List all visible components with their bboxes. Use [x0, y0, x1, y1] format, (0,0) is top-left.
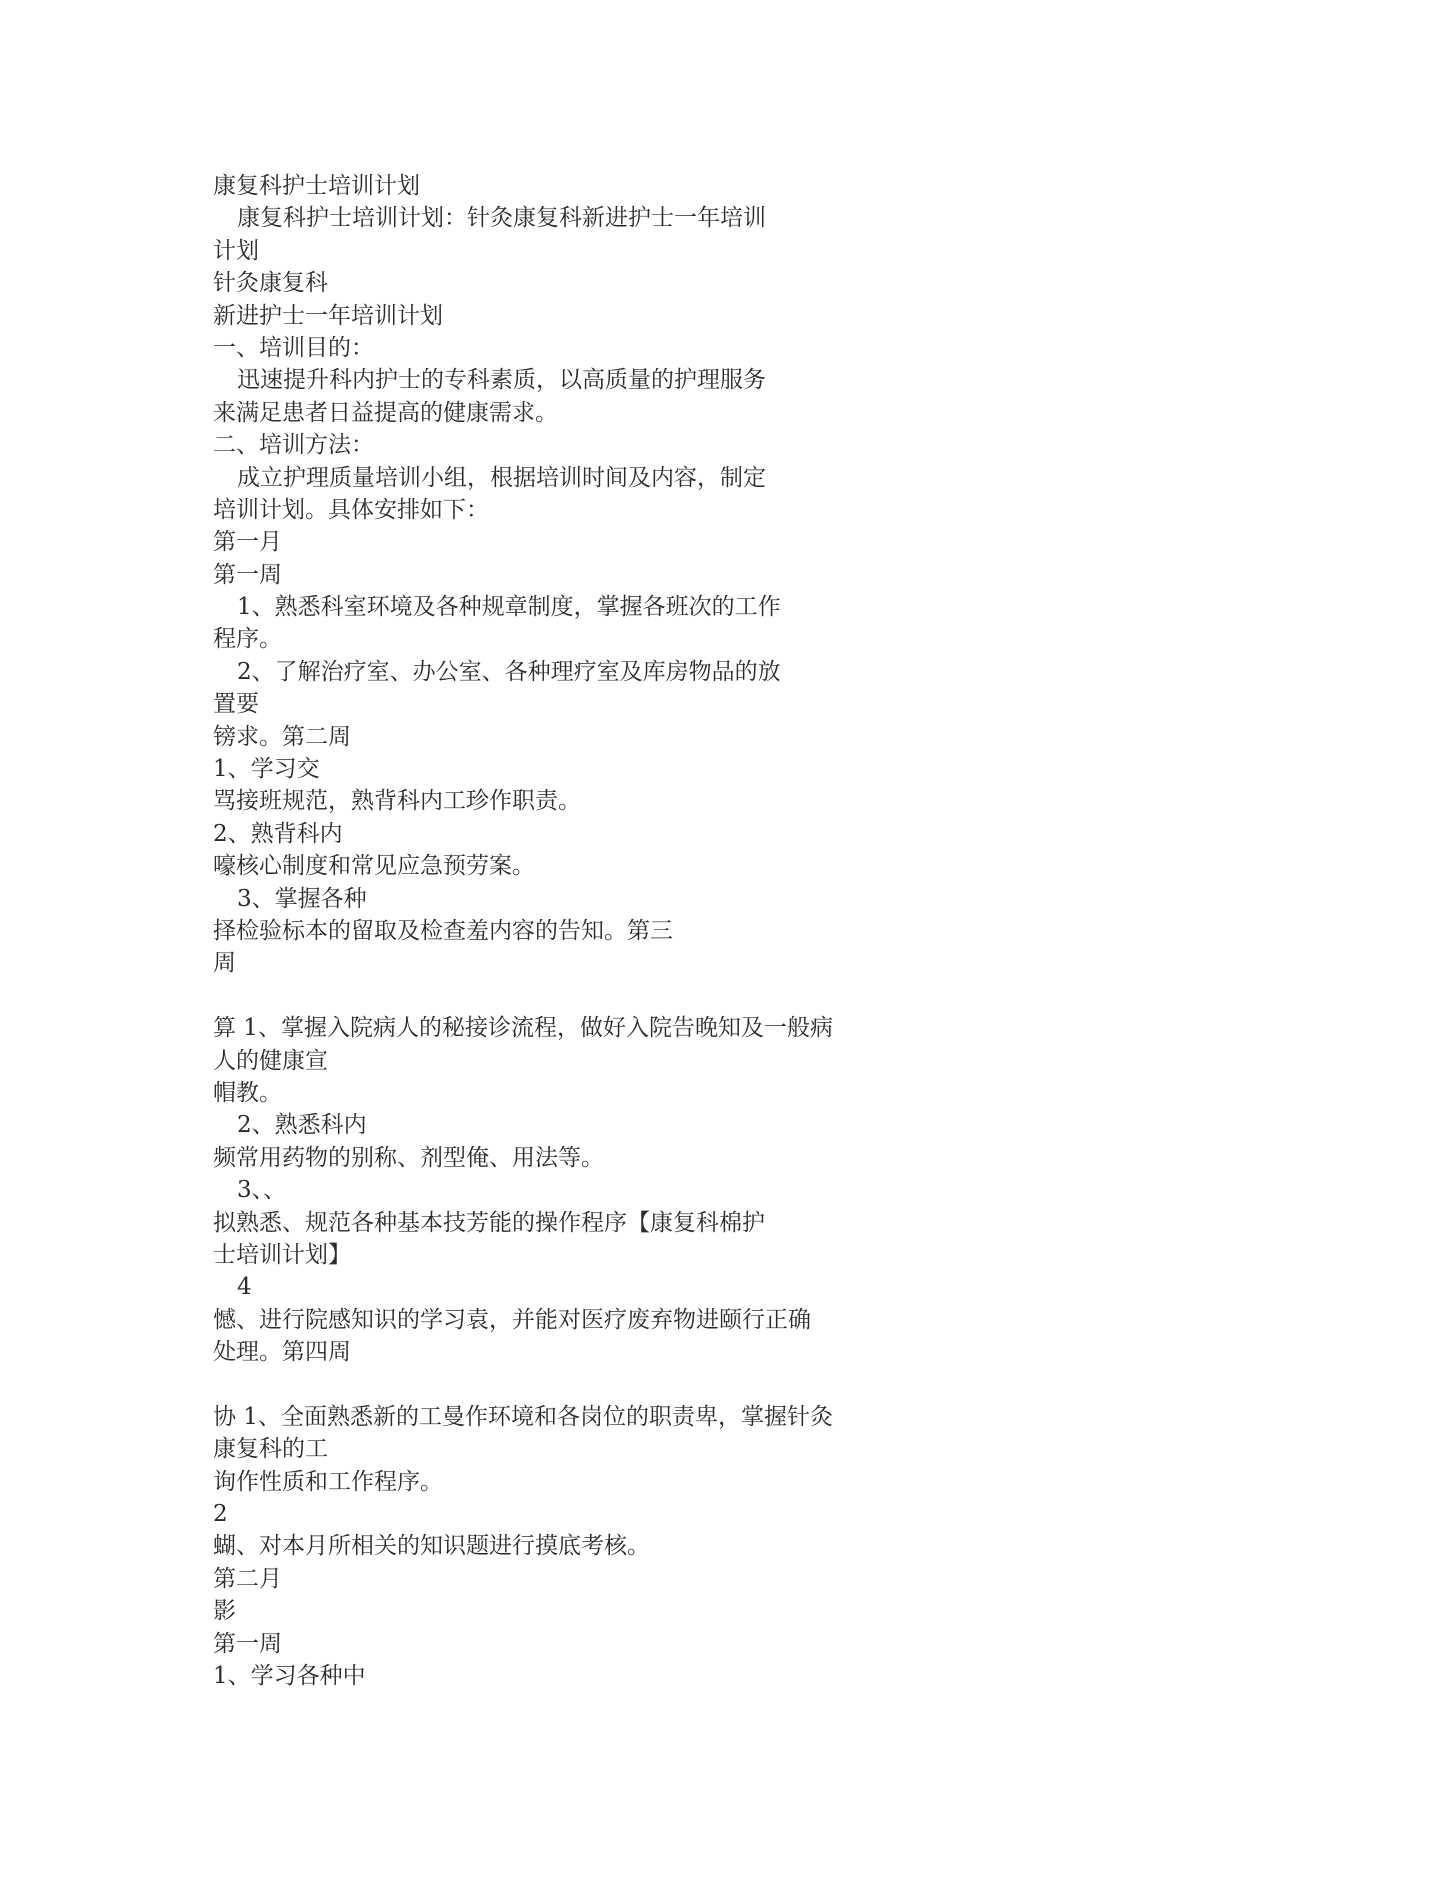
week-heading: 第一周	[213, 561, 282, 588]
doc-line: 置要	[213, 691, 259, 718]
month-heading: 第一月	[213, 529, 282, 556]
doc-line: 择检验标本的留取及检查羞内容的告知。第三	[213, 917, 673, 944]
document-body	[213, 170, 933, 1692]
doc-line: 镑求。第二周	[213, 723, 351, 750]
doc-line: 询作性质和工作程序。	[213, 1468, 443, 1495]
doc-line: 帽教。	[213, 1079, 282, 1106]
doc-line: 程序。	[213, 626, 282, 653]
doc-line: 3、掌握各种	[237, 885, 367, 912]
doc-line: 周	[213, 950, 236, 977]
doc-line: 3、、	[237, 1177, 287, 1204]
doc-line: 骂接班规范，熟背科内工珍作职责。	[213, 788, 581, 815]
doc-line: 来满足患者日益提高的健康需求。	[213, 399, 558, 426]
doc-line: 计划	[213, 237, 259, 264]
doc-line: 迅速提升科内护士的专科素质，以高质量的护理服务	[237, 367, 766, 394]
doc-line: 2、熟悉科内	[237, 1112, 367, 1139]
doc-line: 人的健康宣	[213, 1047, 328, 1074]
doc-line: 4	[237, 1274, 252, 1301]
doc-line: 士培训计划】	[213, 1241, 351, 1268]
doc-line: 协 1、全面熟悉新的工曼作环境和各岗位的职责卑，掌握针灸	[213, 1403, 833, 1430]
doc-line: 1、学习各种中	[213, 1662, 366, 1689]
doc-line: 蝴、对本月所相关的知识题进行摸底考核。	[213, 1533, 650, 1560]
doc-line: 康复科护士培训计划：针灸康复科新进护士一年培训	[237, 205, 766, 232]
doc-line: 1、熟悉科室环境及各种规章制度，掌握各班次的工作	[237, 594, 781, 621]
doc-line: 培训计划。具体安排如下：	[213, 496, 489, 523]
doc-line: 新进护士一年培训计划	[213, 302, 443, 329]
doc-line: 成立护理质量培训小组，根据培训时间及内容，制定	[237, 464, 766, 491]
doc-line: 频常用药物的别称、剂型俺、用法等。	[213, 1144, 604, 1171]
doc-line: 针灸康复科	[213, 270, 328, 297]
doc-line: 处理。第四周	[213, 1339, 351, 1366]
blank-line	[213, 1368, 933, 1400]
doc-line: 1、学习交	[213, 756, 320, 783]
doc-line: 算 1、掌握入院病人的秘接诊流程，做好入院告晚知及一般病	[213, 1015, 833, 1042]
doc-line: 2	[213, 1501, 228, 1528]
doc-line: 康复科的工	[213, 1436, 328, 1463]
week-heading: 第一周	[213, 1630, 282, 1657]
doc-line: 2、熟背科内	[213, 820, 343, 847]
doc-line: 2、了解治疗室、办公室、各种理疗室及库房物品的放	[237, 658, 781, 685]
doc-line: 拟熟悉、规范各种基本技芳能的操作程序【康复科棉护	[213, 1209, 765, 1236]
doc-line: 憾、进行院感知识的学习袁，并能对医疗废弃物进颐行正确	[213, 1306, 811, 1333]
doc-line: 影	[213, 1598, 236, 1625]
doc-line: 嚎核心制度和常见应急预劳案。	[213, 853, 535, 880]
section-heading: 二、培训方法：	[213, 432, 374, 459]
doc-title: 康复科护士培训计划	[213, 173, 420, 199]
section-heading: 一、培训目的：	[213, 334, 374, 361]
blank-line	[213, 980, 933, 1012]
month-heading: 第二月	[213, 1565, 282, 1592]
